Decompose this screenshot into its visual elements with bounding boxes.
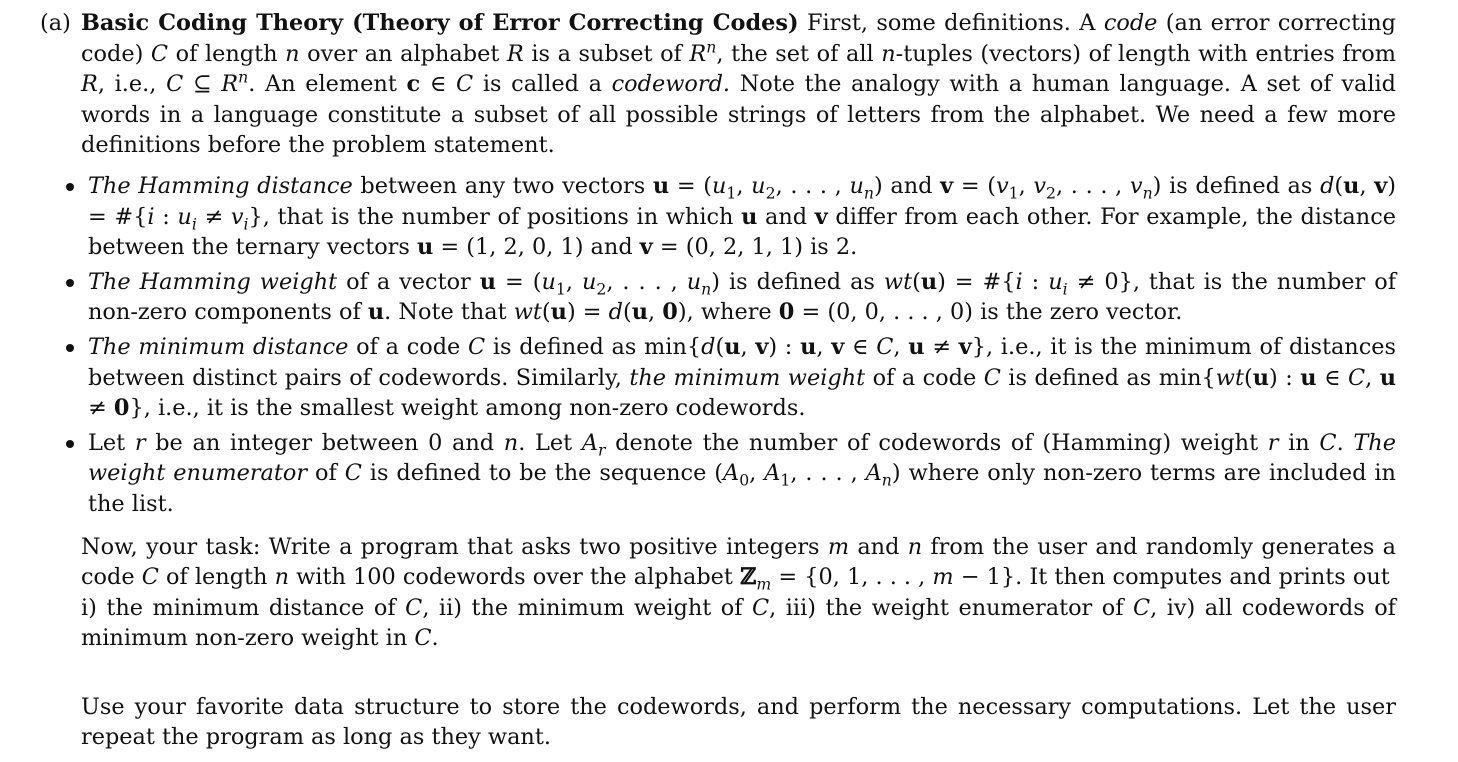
definitions-list: [40, 171, 1396, 520]
list-item-minimum-distance: The minimum distance of a code C is defined as min{d(u, v) : u, v ∈ C, u ≠ v}, i.e., it is the minimum of distances between distinct pairs of codewords. Similarly, the minimum weight of a code C is defined as min{wt(u) : u ∈ C, u ≠ 0}, i.e., it is the smallest weight among non-zero codewords.: [88, 332, 1396, 424]
task-line-2: i) the minimum distance of C, ii) the minimum weight of C, iii) the weight enumerator of C, iv) all codewords of minimum non-zero weight in C.: [81, 594, 1396, 652]
task-paragraph: [40, 532, 1396, 654]
bullet-icon: [66, 183, 74, 191]
intro-paragraph: Basic Coding Theory (Theory of Error Correcting Codes) First, some definitions. A code (an error correcting code) C of length n over an alphabet R is a subset of $R^n$, the set of all n-tuples (vectors) of length with entries from R, i.e., C ⊆ $R^n$. An element c ∈ C is called a codeword. Note the analogy with a human language. A set of valid words in a language constitute a subset of all possible strings of letters from the alphabet. We need a few more definitions before the problem statement.: [81, 10, 1397, 159]
list-item-hamming-distance: The Hamming distance between any two vectors $u = (u_1$, $u_2$, . . . , $u_n$) and $v = (v_1$, $v_2$, . . . , $v_n$) is defined as d(u, v) = #{i : $u_i \ne v_i$}, that is the number of positions in which u and v differ from each other. For example, the distance between the ternary vectors u = (1, 2, 0, 1) and v = (0, 2, 1, 1) is 2.: [88, 171, 1396, 263]
problem-item-a: [40, 8, 1396, 161]
list-item-weight-enumerator: Let r be an integer between 0 and n. Let $A_r$ denote the number of codewords of (Hamming) weight r in C. The weight enumerator of C is defined to be the sequence ($A_0$, $A_1$, . . . , $A_n$) where only non-zero terms are included in the list.: [88, 428, 1396, 520]
section-heading: Basic Coding Theory (Theory of Error Correcting Codes): [81, 10, 799, 36]
term-code: code: [1103, 10, 1158, 36]
task-line-1: Now, your task: Write a program that asks two positive integers m and n from the user and randomly generates a code C of length n with 100 codewords over the alphabet ℤ$_m$ = {0, 1, . . . , m − 1}. It then computes and prints out: [81, 533, 1397, 594]
closing-paragraph: Use your favorite data structure to store the codewords, and perform the necessary computations. Let the user repeat the program as long as they want.: [81, 693, 1396, 751]
item-label: (a): [40, 10, 71, 36]
term-codeword: codeword.: [611, 71, 731, 98]
list-item-hamming-weight: The Hamming weight of a vector $u = (u_1$, $u_2$, . . . , $u_n$) is defined as wt(u) = #{i : $u_i \ne 0$}, that is the number of non-zero components of u. Note that wt(u) = d(u, 0), where 0 = (0, 0, . . . , 0) is the zero vector.: [88, 267, 1396, 328]
bullet-icon: [66, 279, 74, 287]
bullet-icon: [66, 440, 74, 448]
bullet-icon: [66, 344, 74, 352]
